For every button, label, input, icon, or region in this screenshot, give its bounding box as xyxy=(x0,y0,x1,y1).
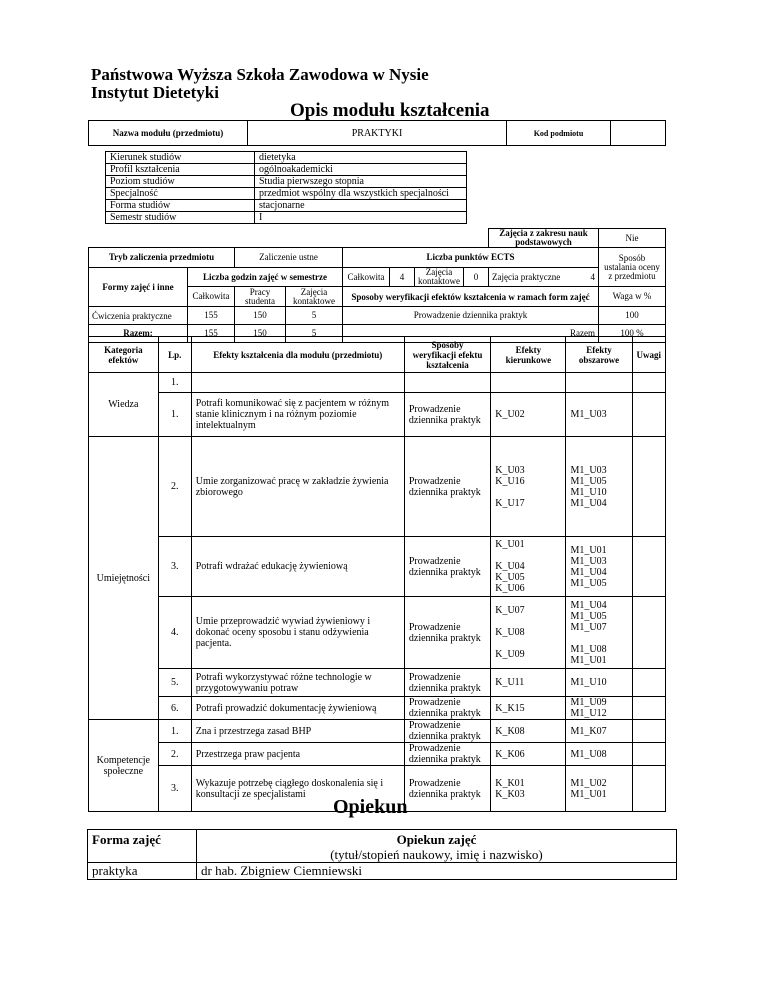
effect-uwagi xyxy=(632,373,666,393)
head-kategoria: Kategoria efektów xyxy=(89,337,159,373)
effect-text: Wykazuje potrzebę ciągłego doskonalenia się i konsultacji ze specjalistami xyxy=(191,766,404,812)
effect-lp: 3. xyxy=(158,537,191,597)
module-name-table xyxy=(88,120,666,146)
info-row xyxy=(106,200,467,212)
effect-text xyxy=(191,373,404,393)
razem-kontaktowe: 5 xyxy=(286,325,343,343)
effect-text: Zna i przestrzega zasad BHP xyxy=(191,720,404,743)
effect-kier: K_U01 K_U04 K_U05 K_U06 xyxy=(491,537,566,597)
ects-label: Liczba punktów ECTS xyxy=(343,248,599,268)
effect-lp: 1. xyxy=(158,393,191,437)
effect-uwagi xyxy=(632,537,666,597)
pct-sign: % xyxy=(636,328,644,338)
opiekun-value: dr hab. Zbigniew Ciemniewski xyxy=(197,863,677,880)
razem2-label: Razem xyxy=(343,325,599,343)
effect-row xyxy=(89,669,666,697)
info-value: Studia pierwszego stopnia xyxy=(255,176,467,188)
effect-lp: 3. xyxy=(158,766,191,812)
category-umiejetnosci: Umiejętności xyxy=(89,437,159,720)
effect-kier: K_U03 K_U16 K_U17 xyxy=(491,437,566,537)
module-code-label: Kod podmiotu xyxy=(507,121,611,146)
head-lp: Lp. xyxy=(158,337,191,373)
hours-pracy-label: Pracy studenta xyxy=(235,287,286,307)
formy-label: Formy zajęć i inne xyxy=(89,268,188,307)
ects-praktyczne: 4 xyxy=(590,271,595,282)
effect-obsz: M1_U03 xyxy=(566,393,632,437)
info-value: przedmiot wspólny dla wszystkich specjalności xyxy=(255,188,467,200)
info-row xyxy=(106,212,467,224)
info-label: Kierunek studiów xyxy=(106,152,255,164)
effect-lp: 1. xyxy=(158,720,191,743)
effect-method: Prowadzenie dziennika praktyk xyxy=(404,597,490,669)
effect-obsz: M1_U10 xyxy=(566,669,632,697)
effect-text: Umie przeprowadzić wywiad żywieniowy i dokonać oceny sposobu i stanu odżywienia pacjenta. xyxy=(191,597,404,669)
effect-obsz xyxy=(566,373,632,393)
effect-uwagi xyxy=(632,437,666,537)
info-label: Semestr studiów xyxy=(106,212,255,224)
godzin-label: Liczba godzin zajęć w semestrze xyxy=(188,268,343,287)
institution-name: Państwowa Wyższa Szkoła Zawodowa w Nysie xyxy=(91,65,429,84)
opiekun-title: Opiekun xyxy=(333,796,408,818)
effect-kier: K_K06 xyxy=(491,743,566,766)
row-calkowita: 155 xyxy=(188,307,235,325)
row-method: Prowadzenie dziennika praktyk xyxy=(343,307,599,325)
effect-obsz: M1_U04 M1_U05 M1_U07 M1_U08 M1_U01 xyxy=(566,597,632,669)
razem-waga: 100 xyxy=(620,328,634,338)
effect-kier: K_K08 xyxy=(491,720,566,743)
opiekun-head-cell xyxy=(197,830,677,863)
forma-label: Forma zajęć xyxy=(88,830,197,863)
effect-obsz: M1_U09 M1_U12 xyxy=(566,697,632,720)
effect-kier xyxy=(491,373,566,393)
ects-calkowita-label: Całkowita xyxy=(343,268,390,287)
effect-text: Potrafi wykorzystywać różne technologie w przygotowywaniu potraw xyxy=(191,669,404,697)
basic-label: Zajęcia z zakresu nauk podstawowych xyxy=(488,229,598,248)
info-row xyxy=(106,152,467,164)
info-table xyxy=(105,151,467,224)
effect-text: Umie zorganizować pracę w zakładzie żywienia zbiorowego xyxy=(191,437,404,537)
info-value: I xyxy=(255,212,467,224)
effect-row xyxy=(89,697,666,720)
effect-text: Potrafi wdrażać edukację żywieniową xyxy=(191,537,404,597)
effect-row xyxy=(89,393,666,437)
effect-text: Przestrzega praw pacjenta xyxy=(191,743,404,766)
info-label: Forma studiów xyxy=(106,200,255,212)
effect-lp: 1. xyxy=(158,373,191,393)
info-label: Profil kształcenia xyxy=(106,164,255,176)
effect-method: Prowadzenie dziennika praktyk xyxy=(404,720,490,743)
head-uwagi: Uwagi xyxy=(632,337,666,373)
info-value: dietetyka xyxy=(255,152,467,164)
tryb-label: Tryb zaliczenia przedmiotu xyxy=(89,248,235,268)
effect-obsz: M1_U02 M1_U01 xyxy=(566,766,632,812)
hours-kontaktowe-label: Zajęcia kontaktowe xyxy=(286,287,343,307)
info-label: Specjalność xyxy=(106,188,255,200)
ects-kontaktowe-label: Zajęcia kontaktowe xyxy=(415,268,464,287)
sposoby-label: Sposoby weryfikacji efektów kształcenia w ramach form zajęć xyxy=(343,287,599,307)
effect-uwagi xyxy=(632,697,666,720)
opiekun-table xyxy=(87,829,677,880)
effect-obsz: M1_U01 M1_U03 M1_U04 M1_U05 xyxy=(566,537,632,597)
effect-lp: 2. xyxy=(158,437,191,537)
razem-calkowita: 155 xyxy=(188,325,235,343)
effect-uwagi xyxy=(632,597,666,669)
ects-praktyczne-cell xyxy=(488,268,598,287)
hours-calkowita-label: Całkowita xyxy=(188,287,235,307)
effect-obsz: M1_U08 xyxy=(566,743,632,766)
opiekun-label: Opiekun zajęć xyxy=(396,832,477,847)
effect-lp: 4. xyxy=(158,597,191,669)
effect-row xyxy=(89,537,666,597)
info-row xyxy=(106,164,467,176)
effect-lp: 2. xyxy=(158,743,191,766)
effect-kier: K_U02 xyxy=(491,393,566,437)
module-name-label: Nazwa modułu (przedmiotu) xyxy=(89,121,248,146)
module-code-value xyxy=(611,121,666,146)
effect-row xyxy=(89,720,666,743)
effect-uwagi xyxy=(632,766,666,812)
effect-text: Potrafi komunikować się z pacjentem w różnym stanie klinicznym i na różnym poziomie intelektualnym xyxy=(191,393,404,437)
effect-obsz: M1_K07 xyxy=(566,720,632,743)
ects-praktyczne-label: Zajęcia praktyczne xyxy=(491,271,561,282)
effect-method: Prowadzenie dziennika praktyk xyxy=(404,697,490,720)
document-title: Opis modułu kształcenia xyxy=(290,100,490,121)
effect-lp: 6. xyxy=(158,697,191,720)
effect-kier: K_U11 xyxy=(491,669,566,697)
effect-kier: K_U07 K_U08 K_U09 xyxy=(491,597,566,669)
category-kompetencje: Kompetencje społeczne xyxy=(89,720,159,812)
tryb-value: Zaliczenie ustne xyxy=(235,248,343,268)
basic-value: Nie xyxy=(599,229,666,248)
effect-uwagi xyxy=(632,669,666,697)
opiekun-sub: (tytuł/stopień naukowy, imię i nazwisko) xyxy=(330,847,543,862)
effect-method: Prowadzenie dziennika praktyk xyxy=(404,766,490,812)
effect-lp: 5. xyxy=(158,669,191,697)
info-label: Poziom studiów xyxy=(106,176,255,188)
effect-method: Prowadzenie dziennika praktyk xyxy=(404,437,490,537)
ects-kontaktowe: 0 xyxy=(463,268,488,287)
effect-text: Potrafi prowadzić dokumentację żywieniową xyxy=(191,697,404,720)
effect-method xyxy=(404,373,490,393)
effect-kier: K_K15 xyxy=(491,697,566,720)
effect-uwagi xyxy=(632,743,666,766)
effect-method: Prowadzenie dziennika praktyk xyxy=(404,743,490,766)
effect-kier: K_K01 K_K03 xyxy=(491,766,566,812)
effect-method: Prowadzenie dziennika praktyk xyxy=(404,669,490,697)
head-obsz: Efekty obszarowe xyxy=(566,337,632,373)
effect-row xyxy=(89,437,666,537)
row-name: Ćwiczenia praktyczne xyxy=(89,307,188,325)
effect-obsz: M1_U03 M1_U05 M1_U10 M1_U04 xyxy=(566,437,632,537)
info-value: ogólnoakademicki xyxy=(255,164,467,176)
sposob-label: Sposób ustalania oceny z przedmiotu xyxy=(599,248,666,287)
head-kier: Efekty kierunkowe xyxy=(491,337,566,373)
ects-total: 4 xyxy=(390,268,415,287)
row-pracy: 150 xyxy=(235,307,286,325)
head-efekty: Efekty kształcenia dla modułu (przedmiotu) xyxy=(191,337,404,373)
course-grid xyxy=(88,228,666,343)
head-sposoby: Sposoby weryfikacji efektu kształcenia xyxy=(404,337,490,373)
effect-row xyxy=(89,597,666,669)
category-wiedza: Wiedza xyxy=(89,373,159,437)
razem-label: Razem: xyxy=(89,325,188,343)
razem-pracy: 150 xyxy=(235,325,286,343)
info-value: stacjonarne xyxy=(255,200,467,212)
effect-method: Prowadzenie dziennika praktyk xyxy=(404,537,490,597)
effect-row xyxy=(89,373,666,393)
effect-uwagi xyxy=(632,720,666,743)
forma-value: praktyka xyxy=(88,863,197,880)
effect-row xyxy=(89,743,666,766)
effects-table xyxy=(88,336,666,812)
info-row xyxy=(106,176,467,188)
effect-method: Prowadzenie dziennika praktyk xyxy=(404,393,490,437)
row-waga: 100 xyxy=(599,307,666,325)
module-name-value: PRAKTYKI xyxy=(248,121,507,146)
institute-name: Instytut Dietetyki xyxy=(91,83,219,102)
row-kontaktowe: 5 xyxy=(286,307,343,325)
waga-label: Waga w % xyxy=(599,287,666,307)
info-row xyxy=(106,188,467,200)
effect-uwagi xyxy=(632,393,666,437)
